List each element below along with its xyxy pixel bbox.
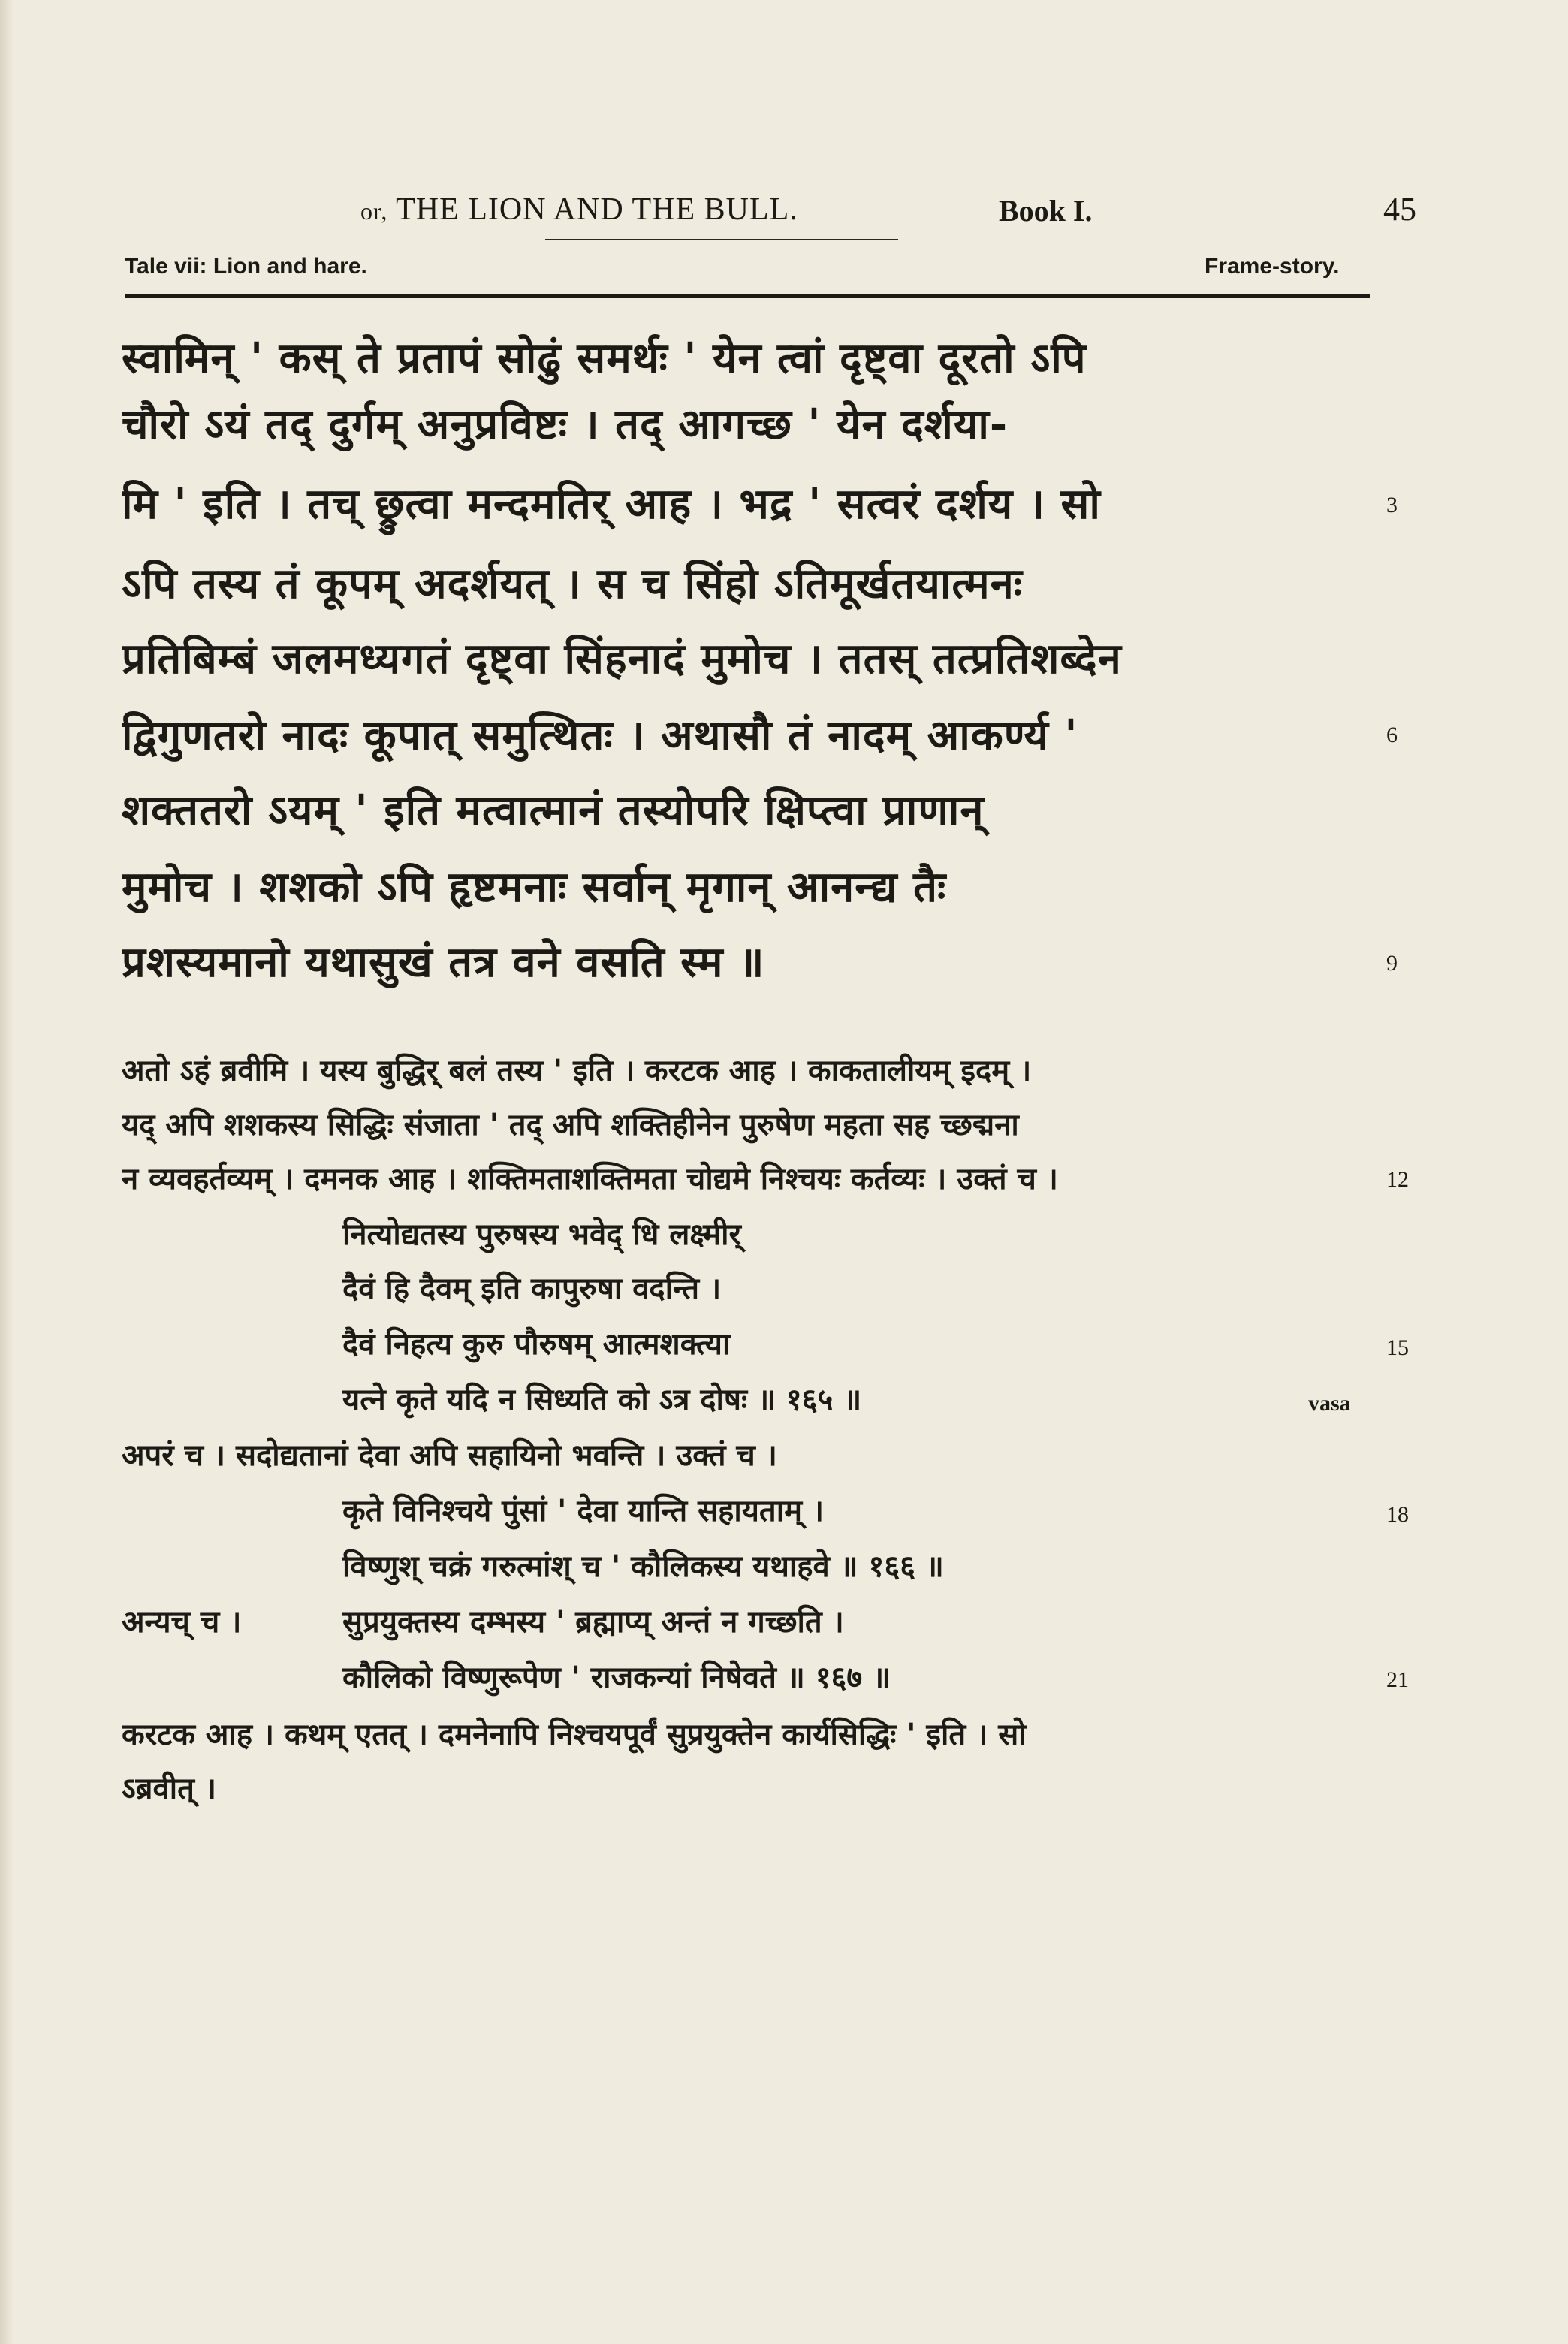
prose-line: द्विगुणतरो नादः कूपात् समुत्थितः । अथासौ तं नादम् आकर्ण्य ' <box>122 711 1078 760</box>
prose-line: मुमोच । शशको ऽपि हृष्टमनाः सर्वान् मृगान् आनन्द्य तैः <box>122 863 947 912</box>
line-number: 3 <box>1386 493 1398 517</box>
anyac-ca-label: अन्यच् च । <box>122 1605 242 1640</box>
line-number: 12 <box>1386 1167 1409 1192</box>
line-number: 21 <box>1386 1667 1409 1692</box>
prose-line: प्रतिबिम्बं जलमध्यगतं दृष्ट्वा सिंहनादं मुमोच । ततस् तत्प्रतिशब्देन <box>122 635 1122 683</box>
prose-line: मि ' इति । तच् छ्रुत्वा मन्दमतिर् आह । भद्र ' सत्वरं दर्शय । सो <box>122 480 1101 529</box>
line-number: 15 <box>1386 1335 1409 1360</box>
section-right: Frame-story. <box>1205 254 1340 279</box>
prose-line: ऽपि तस्य तं कूपम् अदर्शयत् । स च सिंहो ऽतिमूर्खतयात्मनः <box>122 560 1023 608</box>
verse-line: कौलिको विष्णुरूपेण ' राजकन्यां निषेवते ॥ १६७ ॥ <box>342 1661 891 1695</box>
page-number: 45 <box>1383 191 1416 228</box>
verse-line: विष्णुश् चक्रं गरुत्मांश् च ' कौलिकस्य यथाहवे ॥ १६६ ॥ <box>342 1549 944 1584</box>
binding-shadow <box>0 0 14 2344</box>
closing-line: करटक आह । कथम् एतत् । दमनेनापि निश्चयपूर्वं सुप्रयुक्तेन कार्यसिद्धिः ' इति । सो <box>122 1718 1027 1752</box>
verse-line: कृते विनिश्चये पुंसां ' देवा यान्ति सहायताम् । <box>342 1494 825 1528</box>
running-title <box>360 192 798 228</box>
prose-line: चौरो ऽयं तद् दुर्गम् अनुप्रविष्टः । तद् आगच्छ ' येन दर्शया- <box>122 400 1009 449</box>
closing-line: ऽब्रवीत् । <box>122 1772 217 1806</box>
prose-line: शक्ततरो ऽयम् ' इति मत्वात्मानं तस्योपरि क्षिप्त्वा प्राणान् <box>122 786 985 835</box>
running-title-text: THE LION AND THE BULL. <box>396 192 798 227</box>
verse-line: नित्योद्यतस्य पुरुषस्य भवेद् धि लक्ष्मीर् <box>342 1217 741 1252</box>
dialogue-line: न व्यवहर्तव्यम् । दमनक आह । शक्तिमताशक्तिमता चोद्यमे निश्चयः कर्तव्यः । उक्तं च । <box>122 1162 1058 1196</box>
header-rule <box>125 294 1370 298</box>
dialogue-line: यद् अपि शशकस्य सिद्धिः संजाता ' तद् अपि शक्तिहीनेन पुरुषेण महता सह च्छद्मना <box>122 1108 1019 1142</box>
verse-line: दैवं निहत्य कुरु पौरुषम् आत्मशक्त्या <box>342 1327 731 1362</box>
verse-line: सुप्रयुक्तस्य दम्भस्य ' ब्रह्माप्य् अन्तं न गच्छति । <box>342 1605 844 1640</box>
transition-line: अपरं च । सदोद्यतानां देवा अपि सहायिनो भवन्ति । उक्तं च । <box>122 1438 777 1473</box>
title-underline <box>545 239 898 240</box>
section-left: Tale vii: Lion and hare. <box>125 254 367 279</box>
line-number: 9 <box>1386 951 1398 976</box>
verse-line: यत्ने कृते यदि न सिध्यति को ऽत्र दोषः ॥ १६५ ॥ <box>342 1383 862 1417</box>
prose-line: स्वामिन् ' कस् ते प्रतापं सोढुं समर्थः ' येन त्वां दृष्ट्वा दूरतो ऽपि <box>122 334 1087 383</box>
running-title-prefix: or, <box>360 198 388 225</box>
dialogue-line: अतो ऽहं ब्रवीमि । यस्य बुद्धिर् बलं तस्य ' इति । करटक आह । काकतालीयम् इदम् । <box>122 1054 1032 1088</box>
line-number: 18 <box>1386 1502 1409 1527</box>
marginal-note: vasa <box>1308 1391 1351 1416</box>
prose-line: प्रशस्यमानो यथासुखं तत्र वने वसति स्म ॥ <box>122 938 765 987</box>
book-label: Book I. <box>999 194 1093 228</box>
verse-line: दैवं हि दैवम् इति कापुरुषा वदन्ति । <box>342 1272 722 1306</box>
line-number: 6 <box>1386 723 1398 747</box>
